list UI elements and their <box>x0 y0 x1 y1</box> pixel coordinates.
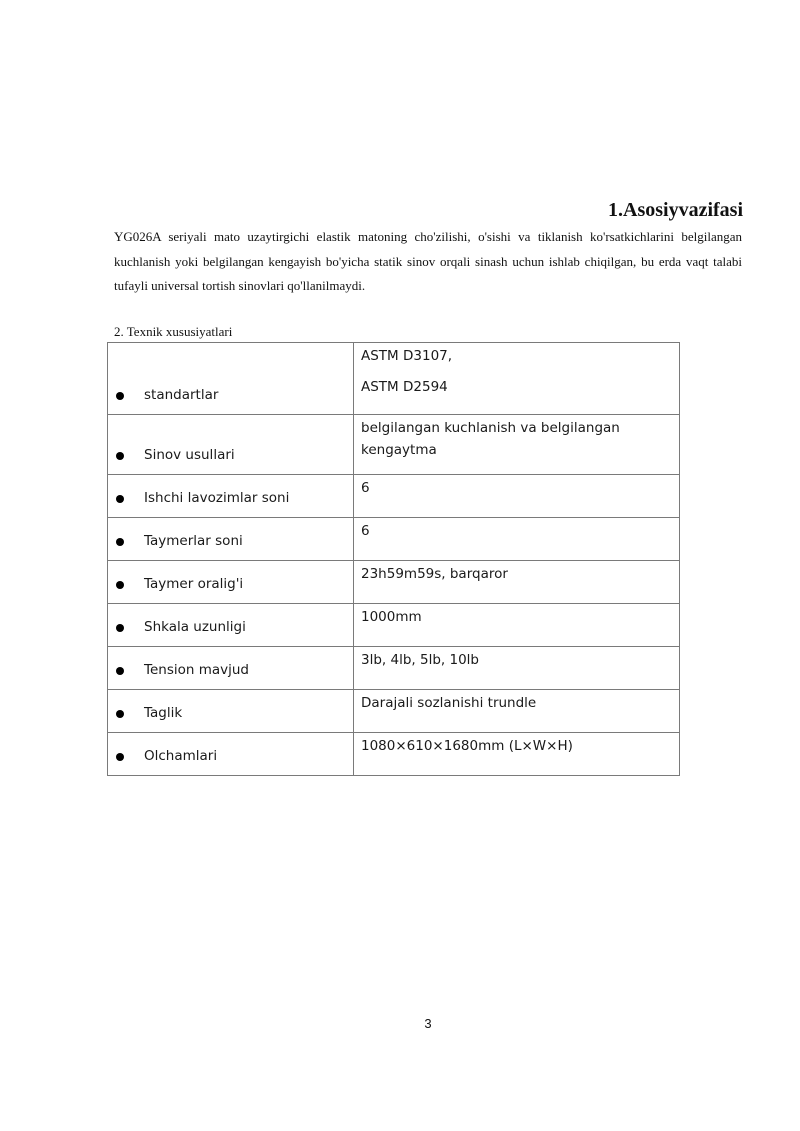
spec-label-cell <box>108 561 354 604</box>
table-row <box>108 647 680 690</box>
spec-label-cell <box>108 415 354 475</box>
specs-table <box>107 342 680 776</box>
spec-value: 6 <box>361 480 370 496</box>
spec-label-cell <box>108 343 354 415</box>
spec-value: Darajali sozlanishi trundle <box>361 695 537 711</box>
spec-value-cell <box>354 518 680 561</box>
spec-value-cell <box>354 604 680 647</box>
spec-value: ASTM D3107, <box>361 348 453 364</box>
table-row <box>108 690 680 733</box>
spec-label: Ishchi lavozimlar soni <box>144 490 290 506</box>
table-row <box>108 518 680 561</box>
spec-label-cell <box>108 604 354 647</box>
bullet-icon <box>116 392 124 400</box>
table-row <box>108 561 680 604</box>
spec-value: 1000mm <box>361 609 422 625</box>
spec-label-cell <box>108 475 354 518</box>
spec-label-cell <box>108 518 354 561</box>
page-number: 3 <box>424 1016 432 1031</box>
spec-value-cell <box>354 475 680 518</box>
spec-value-cell <box>354 690 680 733</box>
spec-label: standartlar <box>144 387 219 403</box>
bullet-icon <box>116 667 124 675</box>
spec-label: Taymerlar soni <box>144 533 243 549</box>
spec-value-cell <box>354 733 680 776</box>
spec-label-cell <box>108 733 354 776</box>
section-heading: 1.Asosiyvazifasi <box>608 199 743 221</box>
intro-paragraph: YG026A seriyali mato uzaytirgichi elastik matoning cho'zilishi, o'sishi va tiklanish ko'rsatkichlarini belgilangan kuchlanish yoki belgilangan kengayish bo'yicha statik sinov orqali sinash uchun ishlab chiqilgan, bu erda vaqt talabi tufayli universal tortish sinovlari qo'llanilmaydi. <box>114 229 742 293</box>
bullet-icon <box>116 753 124 761</box>
bullet-icon <box>116 495 124 503</box>
bullet-icon <box>116 538 124 546</box>
table-row <box>108 733 680 776</box>
spec-label: Taglik <box>144 705 183 721</box>
spec-label-cell <box>108 690 354 733</box>
spec-value-cell <box>354 343 680 415</box>
spec-value-cell <box>354 647 680 690</box>
spec-value-cell <box>354 561 680 604</box>
spec-label: Taymer oralig'i <box>144 576 244 592</box>
spec-label: Sinov usullari <box>144 447 235 463</box>
spec-value: 23h59m59s, barqaror <box>361 566 508 582</box>
spec-label: Olchamlari <box>144 748 218 764</box>
bullet-icon <box>116 624 124 632</box>
spec-value: 6 <box>361 523 370 539</box>
spec-value: 3lb, 4lb, 5lb, 10lb <box>361 652 479 668</box>
table-row <box>108 604 680 647</box>
spec-label-cell <box>108 647 354 690</box>
table-row <box>108 343 680 415</box>
bullet-icon <box>116 452 124 460</box>
bullet-icon <box>116 581 124 589</box>
bullet-icon <box>116 710 124 718</box>
spec-value-cell <box>354 415 680 475</box>
table-row <box>108 415 680 475</box>
table-row <box>108 475 680 518</box>
spec-value: ASTM D2594 <box>361 379 448 395</box>
specs-section-label: 2. Texnik xususiyatlari <box>114 324 233 339</box>
spec-value: belgilangan kuchlanish va belgilangan kengaytma <box>361 420 620 458</box>
spec-label: Tension mavjud <box>144 662 249 678</box>
spec-value: 1080×610×1680mm (L×W×H) <box>361 738 573 754</box>
spec-label: Shkala uzunligi <box>144 619 246 635</box>
